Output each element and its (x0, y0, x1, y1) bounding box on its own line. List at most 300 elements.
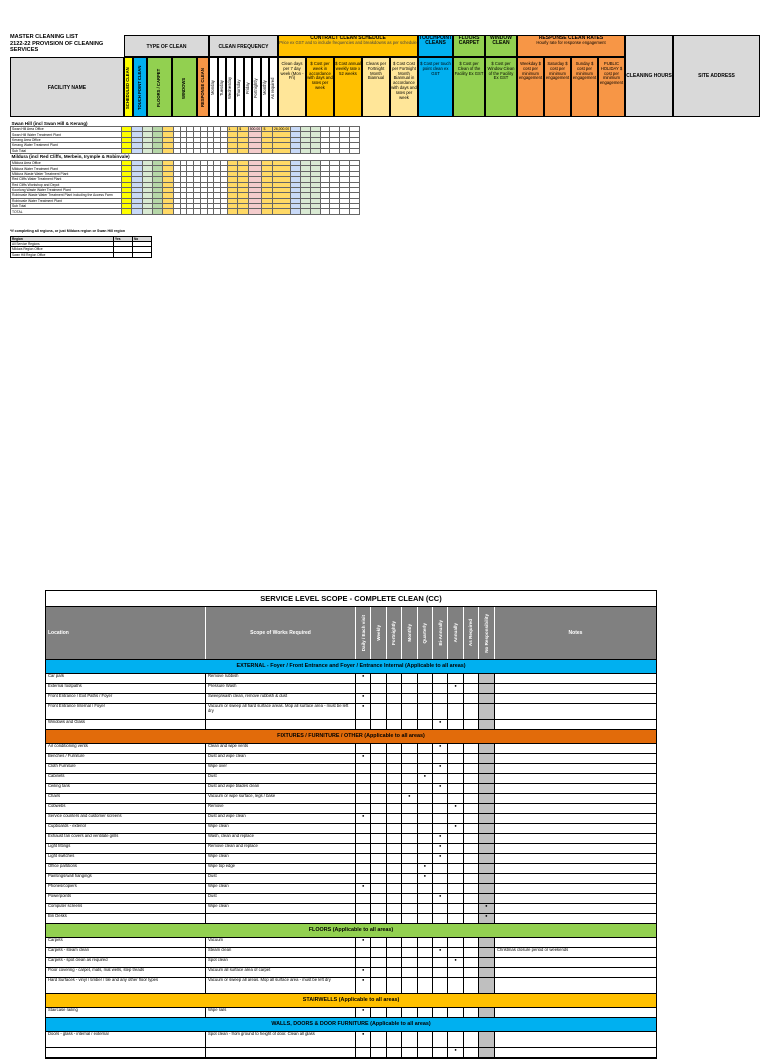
type-mark-cell (121, 209, 131, 214)
sls-freq-cell (356, 844, 371, 853)
sls-freq-cell (433, 958, 448, 967)
sls-notes (495, 938, 656, 947)
sls-freq-cell (479, 754, 494, 763)
sls-freq-mark-icon: ● (356, 694, 371, 703)
sls-freq-cell (402, 884, 417, 893)
sls-freq-cell (418, 854, 433, 863)
sls-scope: Wipe clean (206, 824, 356, 833)
sls-freq-cell (418, 720, 433, 729)
sls-freq-cell (387, 864, 402, 873)
sls-notes (495, 694, 656, 703)
sls-freq-mark-icon: ● (356, 674, 371, 683)
sls-row (46, 694, 656, 704)
sls-notes (495, 884, 656, 893)
sls-section-header: EXTERNAL - Foyer / Front Entrance and Foyer / Entrance Internal (Applicable to all areas) (46, 660, 656, 674)
sls-freq-cell (387, 844, 402, 853)
sls-freq-cell (479, 854, 494, 863)
sls-row (46, 894, 656, 904)
sls-freq-cell (464, 794, 479, 803)
freq-col (209, 57, 218, 117)
sls-scope: Dust and wipe blades clean (206, 784, 356, 793)
sls-scope: Wipe top edge (206, 864, 356, 873)
sls-freq-cell (464, 674, 479, 683)
type-mark-cell (163, 209, 173, 214)
sls-scope: Spot clean - from ground to height of door. Clean all glass (206, 1032, 356, 1047)
sls-freq-cell (387, 968, 402, 977)
sls-freq-label: Quarterly (422, 622, 428, 644)
sls-freq-cell (387, 978, 402, 993)
sls-location: Hard Surfaces - vinyl / timber / tile and any other floor types (46, 978, 206, 993)
sls-freq-cell (479, 958, 494, 967)
sls-freq-mark-icon: ● (418, 874, 433, 883)
sls-freq-mark-icon: ● (356, 1008, 371, 1017)
sls-freq-label: Annually (453, 623, 459, 643)
response-col-saturday (544, 57, 571, 117)
sls-freq-cell (356, 784, 371, 793)
sls-freq-cell (479, 684, 494, 693)
sls-location: Paintings/wall hangings (46, 874, 206, 883)
value-cell: 26,000.00 (274, 127, 290, 132)
sls-freq-cell (464, 824, 479, 833)
sls-freq-cell (356, 804, 371, 813)
sls-freq-cell (402, 1032, 417, 1047)
facility-name: Red Cliffs Water Treatment Plant (11, 177, 122, 182)
sls-location: Car park (46, 674, 206, 683)
sls-freq-cell (371, 1008, 386, 1017)
sls-freq-cell (371, 814, 386, 823)
sls-notes: Christmas closure period or weekends (497, 948, 569, 952)
sls-location: Service counters and customer screens (46, 814, 206, 823)
sls-freq-cell (356, 894, 371, 903)
sls-freq-cell (448, 854, 463, 863)
sls-freq-cell (371, 948, 386, 957)
sls-scope: Wash, clean and replace (206, 834, 356, 843)
sls-freq-cell (402, 824, 417, 833)
freq-col (235, 57, 244, 117)
sls-scope: Remove (206, 804, 356, 813)
sls-location: Light switches (46, 854, 206, 863)
sls-freq-cell (402, 674, 417, 683)
region-row (11, 252, 152, 257)
region-no-cell[interactable] (133, 252, 152, 257)
sls-location: Front Entrance Internal / Foyer (46, 704, 206, 719)
region-yes-cell[interactable] (114, 252, 133, 257)
contract-col-cost (390, 57, 418, 117)
contract-schedule-title: CONTRACT CLEAN SCHEDULE (310, 35, 386, 41)
sls-freq-cell (418, 884, 433, 893)
sls-freq-mark-icon: ● (356, 968, 371, 977)
sls-freq-cell (479, 814, 494, 823)
sls-freq-col (433, 607, 448, 659)
sls-location: Air conditioning vents (46, 744, 206, 753)
sls-notes (495, 854, 656, 863)
freq-col (269, 57, 278, 117)
sls-freq-cell (433, 978, 448, 993)
sls-col-notes: Notes (568, 630, 583, 636)
sls-freq-col (356, 607, 371, 659)
sls-location: Computer screens (46, 904, 206, 913)
sls-scope: Clean and wipe vents (206, 744, 356, 753)
sls-freq-cell (418, 754, 433, 763)
type-mark-cell (142, 209, 152, 214)
sls-freq-col (448, 607, 463, 659)
sls-freq-cell (433, 1032, 448, 1047)
sls-freq-cell (402, 744, 417, 753)
freq-mark-cell (187, 209, 194, 214)
sls-freq-cell (418, 694, 433, 703)
sls-freq-cell (402, 914, 417, 923)
sls-freq-cell (402, 684, 417, 693)
response-col-weekday (517, 57, 544, 117)
sls-scope: Vacuum (206, 938, 356, 947)
sls-freq-cell (433, 904, 448, 913)
value-cell (300, 209, 310, 214)
sls-freq-cell (479, 674, 494, 683)
value-cell: 1 (227, 127, 238, 132)
sls-row (46, 978, 656, 994)
facility-name: Swan Hill Area Office (11, 127, 122, 132)
sls-freq-mark-icon: ● (448, 824, 463, 833)
response-col-holiday (598, 57, 625, 117)
facility-name: Robinvale Waste Water Treatment Plant including the Access Farm (11, 193, 122, 198)
sls-notes (495, 864, 656, 873)
sls-scope: Vacuum or wipe surface, legs / base (206, 794, 356, 803)
contract-schedule-header (278, 35, 418, 57)
cleaning-hours-header (625, 35, 673, 117)
sls-freq-cell (387, 784, 402, 793)
sls-scope: Wipe clean (206, 904, 356, 913)
sls-freq-cell (418, 968, 433, 977)
freq-col-label: Friday (244, 82, 250, 94)
region-label: Swan Hill Region Office (11, 252, 114, 257)
sls-notes (495, 914, 656, 923)
freq-col-label: Fortnightly (253, 78, 259, 98)
sls-freq-cell (418, 784, 433, 793)
sls-freq-cell (433, 704, 448, 719)
region-col-header: Yes (114, 237, 133, 242)
sls-location: Floor covering - carpet, mats, mat wells, step treads (46, 968, 206, 977)
sls-location: Carpets - spot clean as required (46, 958, 206, 967)
floor-col-label: $ Cost per Clean of the Facility Ex GST (454, 61, 484, 76)
freq-mark-cell (200, 209, 207, 214)
sls-freq-cell (418, 894, 433, 903)
contract-col-label: Clean days per 7 day week (Mon - Fri) (280, 61, 304, 81)
sls-freq-cell (418, 1048, 433, 1057)
sls-scope: Steam clean (206, 948, 356, 957)
sls-freq-cell (464, 814, 479, 823)
sls-freq-cell (418, 814, 433, 823)
sls-freq-cell (387, 794, 402, 803)
contract-col-cleans (362, 57, 390, 117)
type-col-windows (172, 57, 197, 117)
freq-col (218, 57, 227, 117)
sls-scope: Vacuum all surface area of carpet (206, 968, 356, 977)
sls-scope: Dust and wipe clean (206, 754, 356, 763)
sls-scope: Dust (206, 774, 356, 783)
type-col-label: SCHEDULED CLEAN (125, 67, 131, 109)
facility-name: Sub Total (11, 148, 122, 153)
sls-freq-cell (479, 744, 494, 753)
sls-freq-cell (479, 784, 494, 793)
sls-freq-cell (371, 854, 386, 863)
sls-freq-cell (371, 978, 386, 993)
sls-scope: Remove clean and replace (206, 844, 356, 853)
sls-scope: Wipe rails (206, 1008, 356, 1017)
touchpoint-header: TOUCHPOINT CLEANS (418, 35, 453, 57)
contract-col-label: $ Cost annual weekly rate x 52 weeks (335, 61, 361, 76)
sls-freq-cell (479, 938, 494, 947)
sls-freq-cell (371, 764, 386, 773)
sls-notes (495, 1008, 656, 1017)
facility-name: Sub Total (11, 204, 122, 209)
sls-location: Phones/copiers (46, 884, 206, 893)
sls-freq-cell (464, 704, 479, 719)
sls-freq-cell (371, 968, 386, 977)
sls-notes (495, 874, 656, 883)
touch-col (418, 57, 453, 117)
sls-freq-mark-icon: ● (356, 978, 371, 993)
sls-freq-cell (433, 774, 448, 783)
sls-freq-cell (418, 794, 433, 803)
facility-name: Swan Hill Water Treatment Plant (11, 132, 122, 137)
sls-col-location: Location (46, 607, 206, 659)
sls-freq-cell (464, 914, 479, 923)
sls-freq-cell (418, 704, 433, 719)
sls-freq-cell (387, 938, 402, 947)
sls-freq-cell (448, 844, 463, 853)
sls-freq-cell (402, 874, 417, 883)
sls-row (46, 744, 656, 754)
sls-freq-cell (448, 784, 463, 793)
sls-freq-cell (479, 804, 494, 813)
sls-freq-cell (418, 844, 433, 853)
sls-freq-cell (448, 754, 463, 763)
sls-freq-cell (418, 978, 433, 993)
sls-scope: Pressure Wash (206, 684, 356, 693)
sls-notes (495, 834, 656, 843)
sls-row (46, 844, 656, 854)
contract-col-days (278, 57, 306, 117)
sls-freq-cell (464, 804, 479, 813)
sls-freq-cell (387, 1008, 402, 1017)
sls-freq-mark-icon: ● (433, 764, 448, 773)
value-cell (310, 209, 320, 214)
sls-location: Cabinets (46, 774, 206, 783)
sls-freq-cell (448, 968, 463, 977)
cleaning-hours-label: CLEANING HOURS (626, 73, 672, 79)
sls-freq-cell (479, 774, 494, 783)
sls-scope: Wipe clean (206, 854, 356, 863)
value-cell (248, 209, 262, 214)
sls-freq-col (387, 607, 402, 659)
sls-freq-cell (402, 774, 417, 783)
sls-notes (495, 958, 656, 967)
sls-notes (495, 764, 656, 773)
type-col-floors (147, 57, 172, 117)
sls-freq-cell (464, 1032, 479, 1047)
sls-freq-mark-icon: ● (418, 864, 433, 873)
type-col-label: FLOORS / CARPET (156, 68, 162, 108)
sls-freq-cell (479, 824, 494, 833)
sls-body (46, 660, 656, 1058)
region-label: All Service Regions (11, 242, 114, 247)
type-col-response (197, 57, 209, 117)
sls-location: Cloth Furniture (46, 764, 206, 773)
sls-freq-cell (464, 884, 479, 893)
sls-scope: Remove rubbish (206, 674, 356, 683)
sls-freq-cell (402, 968, 417, 977)
sls-freq-cell (433, 1048, 448, 1057)
region-col-header: Region (11, 237, 114, 242)
value-cell (340, 148, 350, 153)
sls-freq-cell (402, 834, 417, 843)
sls-freq-cell (479, 834, 494, 843)
sls-freq-mark-icon: ● (479, 904, 494, 913)
freq-col-label: Monday (210, 80, 216, 96)
sls-freq-cell (464, 938, 479, 947)
sls-freq-cell (464, 958, 479, 967)
sls-row (46, 1048, 656, 1058)
sls-freq-cell (387, 720, 402, 729)
freq-col (261, 57, 270, 117)
sls-freq-cell (433, 794, 448, 803)
sls-scope: Wipe over (206, 764, 356, 773)
facility-name: Robinvale Water Treatment Plant (11, 198, 122, 203)
sls-freq-cell (418, 674, 433, 683)
sls-freq-cell (371, 784, 386, 793)
sls-freq-cell (371, 1048, 386, 1057)
sls-scope: Wipe clean (206, 884, 356, 893)
sls-location: Exhaust fan covers and ventilate grills (46, 834, 206, 843)
sls-notes (495, 754, 656, 763)
sls-freq-cell (418, 914, 433, 923)
sls-freq-cell (448, 894, 463, 903)
sls-freq-mark-icon: ● (448, 1048, 463, 1057)
sls-freq-cell (402, 764, 417, 773)
sls-freq-label: Monthly (406, 624, 412, 642)
sls-row (46, 874, 656, 884)
sls-section-header: STAIRWELLS (Applicable to all areas) (46, 994, 656, 1008)
sls-freq-cell (387, 774, 402, 783)
sls-freq-cell (356, 774, 371, 783)
sls-freq-cell (418, 804, 433, 813)
sls-freq-cell (371, 958, 386, 967)
floor-col (453, 57, 485, 117)
sls-freq-cell (448, 704, 463, 719)
sls-notes (495, 720, 656, 729)
sls-location: Powerpoints (46, 894, 206, 903)
sls-scope: Sweep/wash clean, remove rubbish & dust (206, 694, 356, 703)
sls-freq-cell (464, 684, 479, 693)
sls-freq-cell (371, 804, 386, 813)
sls-freq-cell (464, 694, 479, 703)
sls-freq-cell (387, 814, 402, 823)
sls-freq-cell (448, 884, 463, 893)
sls-freq-mark-icon: ● (402, 794, 417, 803)
sls-freq-cell (402, 854, 417, 863)
sls-freq-cell (479, 894, 494, 903)
freq-mark-cell (214, 209, 221, 214)
sls-freq-cell (402, 894, 417, 903)
response-rates-note: Hourly rate for response engagement (536, 39, 606, 45)
sls-notes (495, 894, 656, 903)
sls-freq-cell (448, 764, 463, 773)
title-line: SERVICES (10, 47, 39, 54)
sls-freq-mark-icon: ● (356, 754, 371, 763)
sls-freq-cell (464, 948, 479, 957)
sls-freq-mark-icon: ● (433, 948, 448, 957)
response-col-label: PUBLIC HOLIDAY $ cost per minimum engagement (599, 61, 624, 86)
sls-freq-cell (448, 874, 463, 883)
freq-col-label: Tuesday (218, 80, 224, 96)
sls-scope: Spot clean (206, 958, 356, 967)
sls-freq-cell (464, 968, 479, 977)
sls-freq-col (402, 607, 417, 659)
window-col-label: $ Cost per Window Clean of the Facility Ex GST (487, 61, 515, 81)
sls-location: Front Entrance / Exit Paths / Foyer (46, 694, 206, 703)
sls-freq-cell (418, 744, 433, 753)
sls-freq-col (479, 607, 494, 659)
sls-location: Cobwebs (46, 804, 206, 813)
sls-freq-cell (371, 824, 386, 833)
title-line: 2122-22 PROVISION OF CLEANING (10, 40, 104, 47)
floors-carpet-header: FLOORS CARPET (453, 35, 485, 57)
sls-row (46, 904, 656, 914)
sls-freq-mark-icon: ● (356, 1032, 371, 1047)
sls-freq-mark-icon: ● (448, 804, 463, 813)
sls-freq-label: Bi-Annually (437, 620, 443, 646)
sls-freq-cell (479, 720, 494, 729)
sls-freq-cell (387, 948, 402, 957)
type-col-label: RESPONSE CLEAN (199, 68, 205, 108)
sls-freq-cell (448, 720, 463, 729)
sls-notes (495, 674, 656, 683)
sls-freq-cell (371, 864, 386, 873)
sls-scope: Dust and wipe clean (206, 814, 356, 823)
sls-freq-cell (371, 694, 386, 703)
sls-freq-cell (371, 884, 386, 893)
sls-section-header: FLOORS (Applicable to all areas) (46, 924, 656, 938)
sls-notes (495, 968, 656, 977)
site-address-header (673, 35, 760, 117)
sls-freq-cell (371, 834, 386, 843)
sls-freq-cell (402, 844, 417, 853)
sls-freq-cell (448, 864, 463, 873)
contract-col-label: Cleans per Fortnight Month Biannual (365, 61, 387, 81)
sls-freq-cell (418, 1008, 433, 1017)
sls-freq-cell (464, 754, 479, 763)
sls-location: Ceiling fans (46, 784, 206, 793)
response-col-label: Sunday $ cost per minimum engagement (572, 61, 597, 81)
sls-freq-cell (371, 744, 386, 753)
sls-row (46, 1008, 656, 1018)
sls-notes (495, 704, 656, 719)
sls-row (46, 684, 656, 694)
sls-freq-cell (479, 764, 494, 773)
sls-freq-cell (464, 1008, 479, 1017)
facility-name: Mildura Area Office (11, 160, 122, 165)
sls-freq-cell (387, 744, 402, 753)
freq-col-label: Thursday (235, 79, 241, 97)
sls-location: Windows and Glass (46, 720, 206, 729)
sls-freq-cell (464, 894, 479, 903)
freq-mark-cell (207, 209, 214, 214)
sls-freq-cell (356, 764, 371, 773)
sls-location (46, 1048, 206, 1057)
sls-col-scope: Scope of Works Required (206, 607, 356, 659)
sls-freq-mark-icon: ● (433, 894, 448, 903)
sls-freq-cell (433, 804, 448, 813)
